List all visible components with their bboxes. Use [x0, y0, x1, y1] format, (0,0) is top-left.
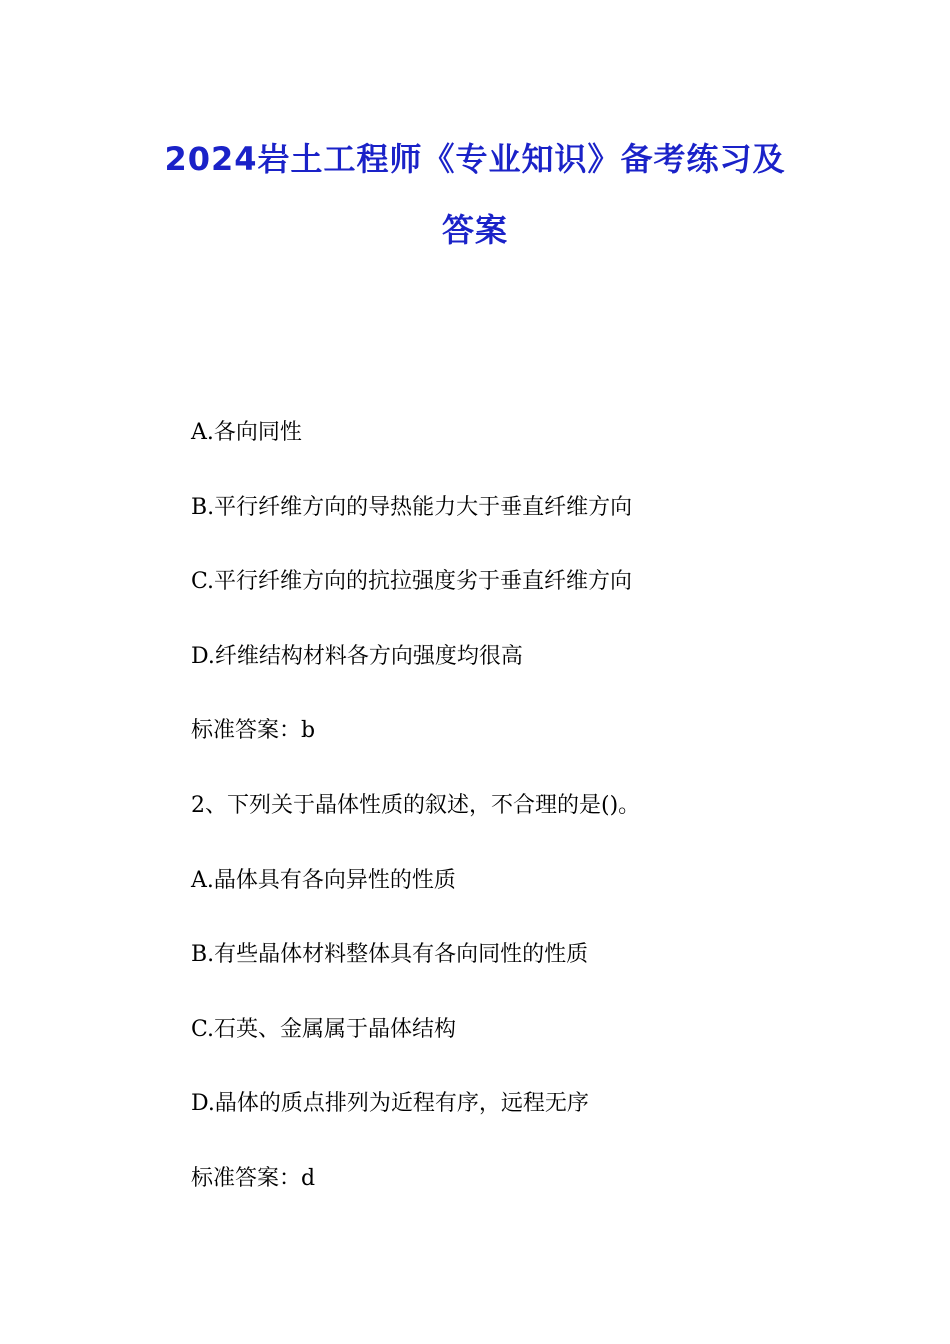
option-a-q1: A.各向同性 [191, 420, 302, 445]
option-b-q1: B.平行纤维方向的导热能力大于垂直纤维方向 [191, 494, 633, 520]
option-d-q1: D.纤维结构材料各方向强度均很高 [191, 643, 523, 669]
option-c-q1: C.平行纤维方向的抗拉强度劣于垂直纤维方向 [191, 569, 633, 595]
answer-q2: 标准答案：d [191, 1165, 316, 1191]
question-2: 2、下列关于晶体性质的叙述，不合理的是()。 [191, 792, 641, 818]
option-c-q2: C.石英、金属属于晶体结构 [191, 1016, 457, 1042]
option-b-q2: B.有些晶体材料整体具有各向同性的性质 [191, 942, 589, 968]
option-d-q2: D.晶体的质点排列为近程有序，远程无序 [191, 1091, 589, 1117]
document-title-line-1: 2024岩土工程师《专业知识》备考练习及 [164, 140, 786, 178]
document-body [191, 418, 891, 1239]
document-title-line-2: 答案 [441, 211, 508, 249]
option-a-q2: A.晶体具有各向异性的性质 [191, 867, 456, 893]
answer-q1: 标准答案：b [191, 718, 316, 744]
